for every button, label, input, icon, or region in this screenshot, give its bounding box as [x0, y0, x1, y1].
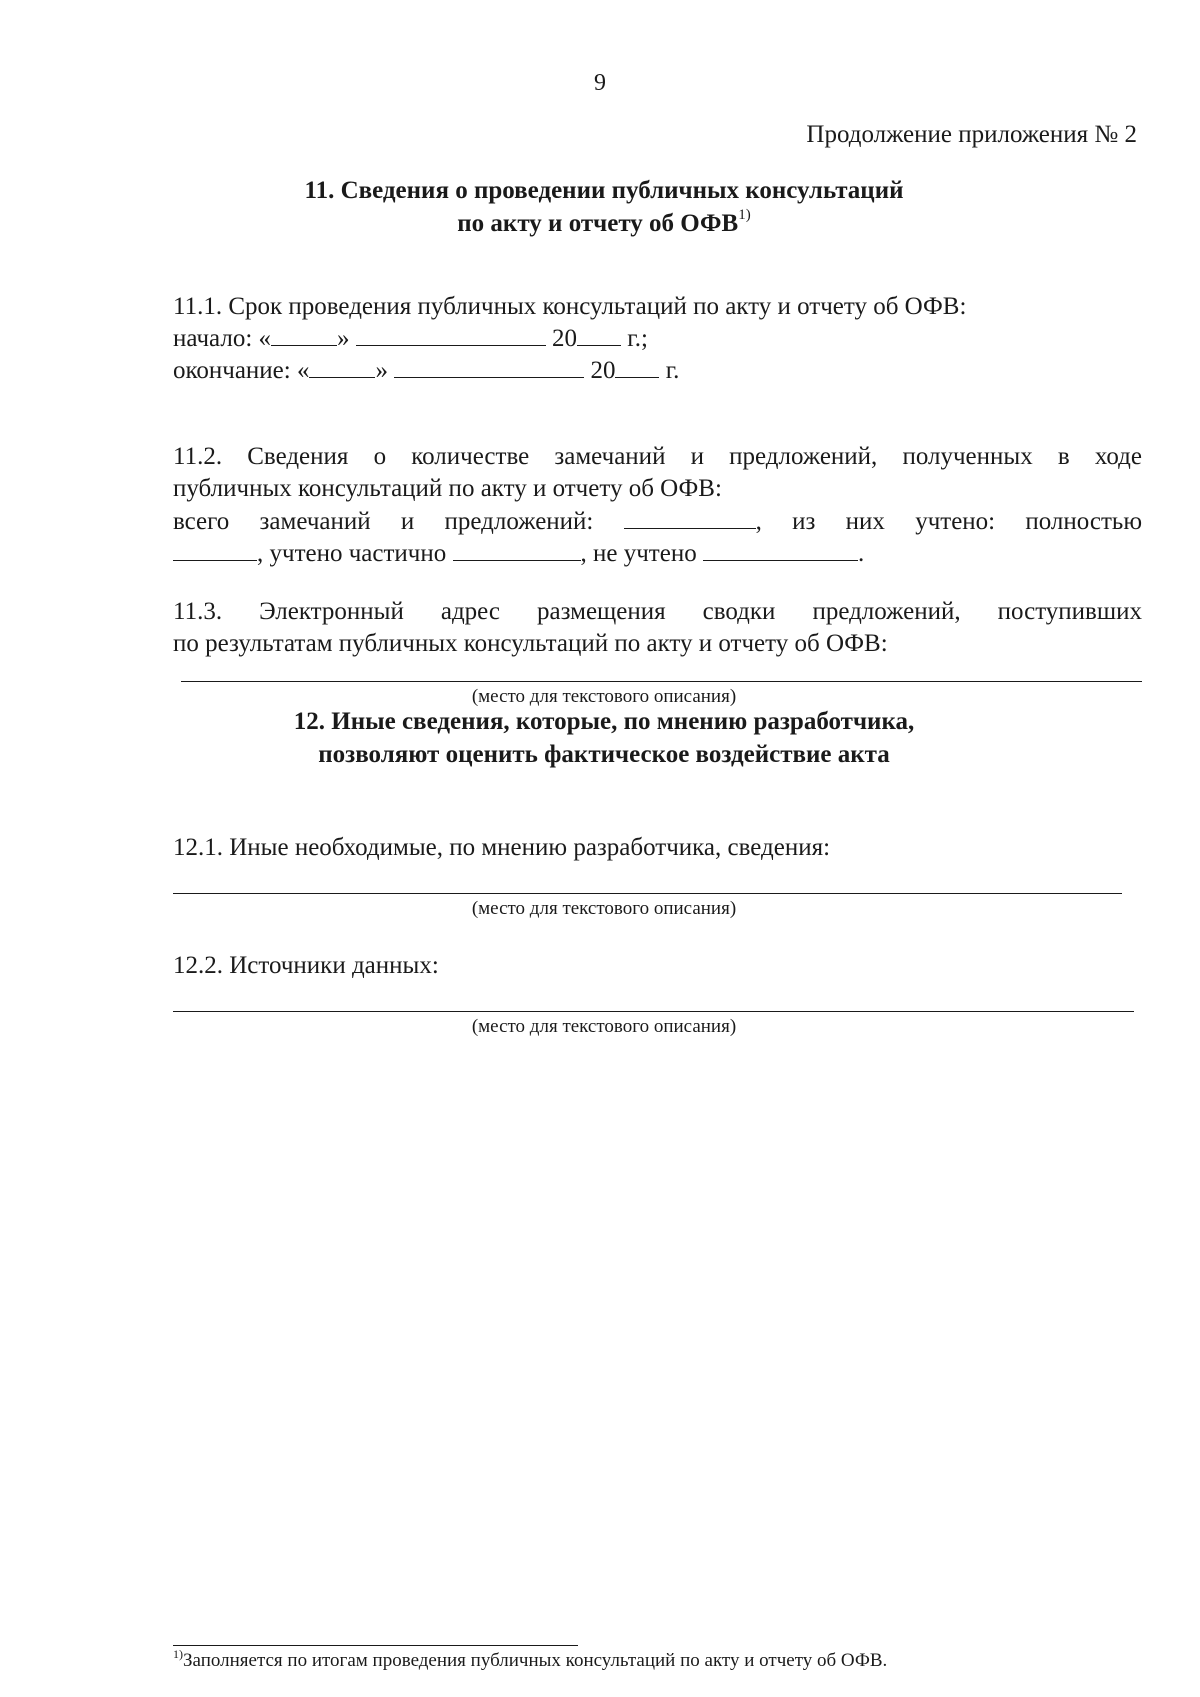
end-year-prefix: 20	[590, 357, 616, 384]
end-month-blank[interactable]	[394, 355, 584, 378]
start-year-blank[interactable]	[577, 323, 621, 346]
start-quote-close: »	[337, 325, 350, 352]
annex-continuation-note: Продолжение приложения № 2	[806, 121, 1137, 148]
start-prefix: начало: «	[173, 325, 272, 352]
not-accounted-blank[interactable]	[703, 538, 858, 561]
item-12-1-caption: (место для текстового описания)	[471, 898, 737, 919]
section-11-title-line2: по акту и отчету об ОФВ	[457, 210, 739, 237]
section-11-title-line1: 11. Сведения о проведении публичных консультаций	[304, 177, 904, 204]
partially-accounted-blank[interactable]	[453, 538, 581, 561]
end-day-blank[interactable]	[309, 355, 375, 378]
footnote	[173, 1647, 888, 1672]
period: .	[857, 540, 865, 567]
item-11-2-line1: 11.2. Сведения о количестве замечаний и предложений, полученных в ходе	[173, 443, 1142, 470]
item-11-1-text: 11.1. Срок проведения публичных консультаций по акту и отчету об ОФВ:	[173, 293, 967, 320]
fully-accounted-blank[interactable]	[173, 538, 257, 561]
total-count-blank[interactable]	[624, 506, 756, 529]
section-12-title-line2: позволяют оценить фактическое воздействие акта	[318, 741, 890, 768]
item-11-3-line2: по результатам публичных консультаций по акту и отчету об ОФВ:	[173, 630, 888, 657]
end-prefix: окончание: «	[173, 357, 310, 384]
item-11-1-start-row	[173, 323, 648, 355]
item-12-1-label: 12.1. Иные необходимые, по мнению разработчика, сведения:	[173, 834, 831, 861]
item-12-1-fill-line[interactable]	[173, 893, 1122, 894]
item-12-2-label: 12.2. Источники данных:	[173, 952, 439, 979]
end-quote-close: »	[375, 357, 388, 384]
item-12-2-caption: (место для текстового описания)	[471, 1016, 737, 1037]
section-12-title-line1: 12. Иные сведения, которые, по мнению разработчика,	[293, 708, 915, 735]
item-11-3-fill-line[interactable]	[181, 681, 1142, 682]
section-12-heading	[0, 705, 1200, 771]
start-year-prefix: 20	[552, 325, 578, 352]
footnote-text: Заполняется по итогам проведения публичных консультаций по акту и отчету об ОФВ.	[183, 1650, 888, 1671]
item-11-3-line1: 11.3. Электронный адрес размещения сводки предложений, поступивших	[173, 598, 1142, 625]
section-11-footnote-mark: 1)	[738, 207, 751, 223]
footnote-mark: 1)	[173, 1647, 183, 1661]
fully-accounted-label: , из них учтено: полностью	[755, 508, 1143, 535]
item-11-2-line2: публичных консультаций по акту и отчету об ОФВ:	[173, 475, 722, 502]
item-11-3-caption: (место для текстового описания)	[471, 686, 737, 707]
item-11-1-end-row	[173, 355, 679, 387]
partially-accounted-label: , учтено частично	[257, 540, 447, 567]
item-11-2-line4	[173, 538, 864, 570]
page-number: 9	[594, 70, 606, 96]
footnote-separator	[173, 1645, 578, 1646]
start-month-blank[interactable]	[356, 323, 546, 346]
not-accounted-label: , не учтено	[580, 540, 697, 567]
end-suffix: г.	[659, 357, 680, 384]
end-year-blank[interactable]	[615, 355, 659, 378]
start-day-blank[interactable]	[271, 323, 337, 346]
section-11-heading	[0, 174, 1200, 240]
total-label: всего замечаний и предложений:	[173, 508, 594, 535]
start-suffix: г.;	[621, 325, 648, 352]
section-11-title-line2-wrap	[0, 207, 1200, 240]
item-12-2-fill-line[interactable]	[173, 1011, 1134, 1012]
item-11-2-line3	[173, 506, 1142, 538]
